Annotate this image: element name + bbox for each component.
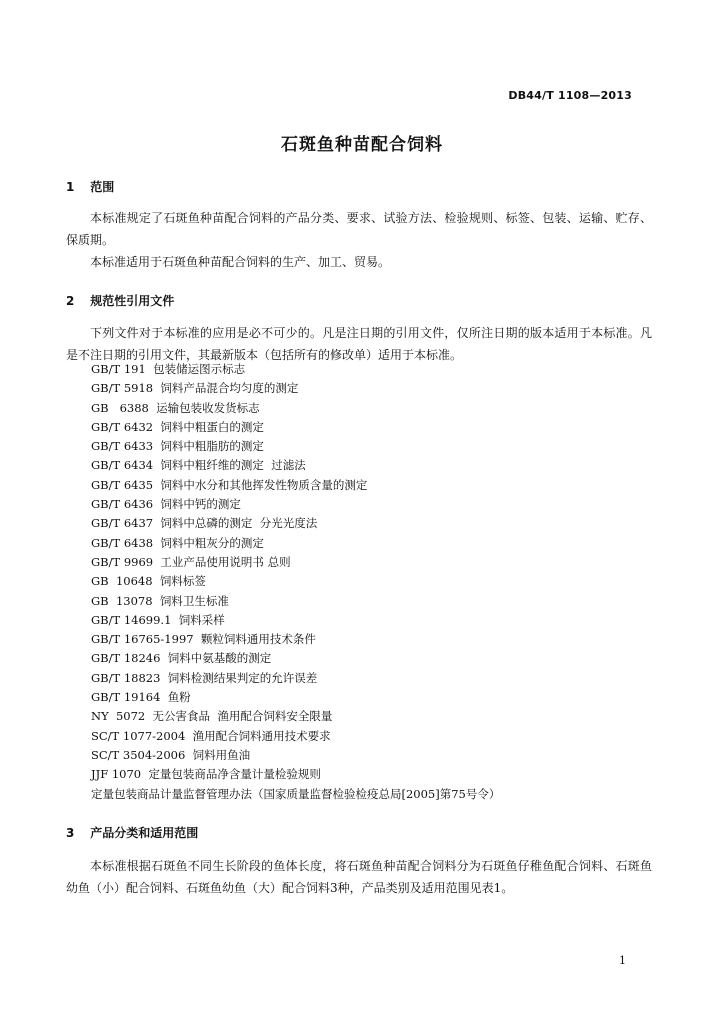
section-2-paragraph-1: 下列文件对于本标准的应用是必不可少的。凡是注日期的引用文件，仅所注日期的版本适用于本标准。凡是不注日期的引用文件，其最新版本（包括所有的修改单）适用于本标准。 <box>66 326 652 362</box>
section-1-heading <box>66 178 114 195</box>
reference-item <box>91 534 500 553</box>
section-number: 2 <box>66 294 75 308</box>
reference-code: JJF 1070 <box>91 767 142 782</box>
section-1-paragraph-2: 本标准适用于石斑鱼种苗配合饲料的生产、加工、贸易。 <box>90 255 391 269</box>
reference-title: 定量包装商品净含量计量检验规则 <box>148 767 321 782</box>
section-3-heading <box>66 824 198 841</box>
reference-title: 饲料检测结果判定的允许误差 <box>167 670 318 685</box>
reference-code: SC/T 1077-2004 <box>91 728 186 743</box>
reference-code: GB/T 6432 <box>91 419 154 434</box>
reference-code: GB/T 9969 <box>91 554 154 569</box>
reference-title: 饲料采样 <box>178 612 225 627</box>
reference-title: 饲料卫生标准 <box>159 593 229 608</box>
reference-item <box>91 592 500 611</box>
reference-item <box>91 572 500 591</box>
reference-code: GB/T 6436 <box>91 497 154 512</box>
reference-item <box>91 746 500 765</box>
reference-title: 定量包装商品计量监督管理办法（国家质量监督检验检疫总局[2005]第75号令） <box>91 786 501 801</box>
reference-code: GB/T 14699.1 <box>91 612 172 627</box>
reference-code: GB 10648 <box>91 574 153 589</box>
reference-code: GB/T 18823 <box>91 670 161 685</box>
reference-item <box>91 399 500 418</box>
reference-code: GB/T 19164 <box>91 690 161 705</box>
reference-item <box>91 476 500 495</box>
reference-title: 无公害食品 渔用配合饲料安全限量 <box>152 709 333 724</box>
reference-title: 渔用配合饲料通用技术要求 <box>192 728 331 743</box>
reference-title: 饲料标签 <box>159 574 206 589</box>
document-title: 石斑鱼种苗配合饲料 <box>281 135 443 155</box>
reference-item <box>91 611 500 630</box>
reference-title: 饲料中粗灰分的测定 <box>160 535 264 550</box>
section-2-heading <box>66 292 174 309</box>
reference-code: GB/T 6433 <box>91 439 154 454</box>
reference-code: GB 6388 <box>91 400 149 415</box>
reference-item <box>91 553 500 572</box>
reference-title: 包装储运图示标志 <box>153 362 246 376</box>
document-code: DB44/T 1108—2013 <box>508 89 632 102</box>
reference-item <box>91 360 500 379</box>
reference-title: 饲料用鱼油 <box>192 747 251 762</box>
section-number: 1 <box>66 180 75 194</box>
reference-title: 饲料中总磷的测定 分光光度法 <box>160 516 318 531</box>
section-title: 范围 <box>90 180 115 194</box>
reference-item <box>91 437 500 456</box>
reference-item <box>91 785 500 804</box>
reference-item <box>91 418 500 437</box>
reference-title: 工业产品使用说明书 总则 <box>160 554 291 569</box>
reference-code: GB/T 191 <box>91 362 146 376</box>
reference-code: GB/T 5918 <box>91 381 154 396</box>
reference-code: GB/T 6434 <box>91 458 154 473</box>
reference-code: GB/T 6438 <box>91 535 154 550</box>
reference-item <box>91 649 500 668</box>
section-title: 产品分类和适用范围 <box>90 826 199 840</box>
reference-item <box>91 495 500 514</box>
reference-code: GB 13078 <box>91 593 153 608</box>
reference-code: NY 5072 <box>91 709 146 724</box>
reference-item <box>91 688 500 707</box>
reference-title: 饲料中粗纤维的测定 过滤法 <box>160 458 306 473</box>
reference-item <box>91 669 500 688</box>
reference-item <box>91 456 500 475</box>
section-title: 规范性引用文件 <box>90 294 175 308</box>
reference-item <box>91 630 500 649</box>
reference-code: GB/T 18246 <box>91 651 161 666</box>
reference-item <box>91 514 500 533</box>
reference-item <box>91 707 500 726</box>
section-number: 3 <box>66 826 75 840</box>
reference-item <box>91 379 500 398</box>
page-number: 1 <box>619 954 626 967</box>
reference-title: 饲料中水分和其他挥发性物质含量的测定 <box>160 477 368 492</box>
reference-title: 鱼粉 <box>167 690 191 705</box>
normative-references-list <box>91 360 500 804</box>
reference-item <box>91 727 500 746</box>
reference-code: SC/T 3504-2006 <box>91 747 186 762</box>
section-3-paragraph-1: 本标准根据石斑鱼不同生长阶段的鱼体长度，将石斑鱼种苗配合饲料分为石斑鱼仔稚鱼配合饲料、石斑鱼幼鱼（小）配合饲料、石斑鱼幼鱼（大）配合饲料3种，产品类别及适用范围见表1。 <box>66 859 652 895</box>
reference-code: GB/T 6437 <box>91 516 154 531</box>
reference-code: GB/T 6435 <box>91 477 154 492</box>
reference-title: 饲料产品混合均匀度的测定 <box>160 381 299 396</box>
reference-code: GB/T 16765-1997 <box>91 632 194 647</box>
reference-title: 颗粒饲料通用技术条件 <box>200 632 316 647</box>
reference-title: 运输包装收发货标志 <box>156 400 260 415</box>
reference-item <box>91 765 500 784</box>
reference-title: 饲料中钙的测定 <box>160 497 241 512</box>
reference-title: 饲料中粗脂肪的测定 <box>160 439 264 454</box>
reference-title: 饲料中粗蛋白的测定 <box>160 419 264 434</box>
reference-title: 饲料中氨基酸的测定 <box>167 651 272 666</box>
section-1-paragraph-1: 本标准规定了石斑鱼种苗配合饲料的产品分类、要求、试验方法、检验规则、标签、包装、运输、贮存、保质期。 <box>66 211 652 247</box>
